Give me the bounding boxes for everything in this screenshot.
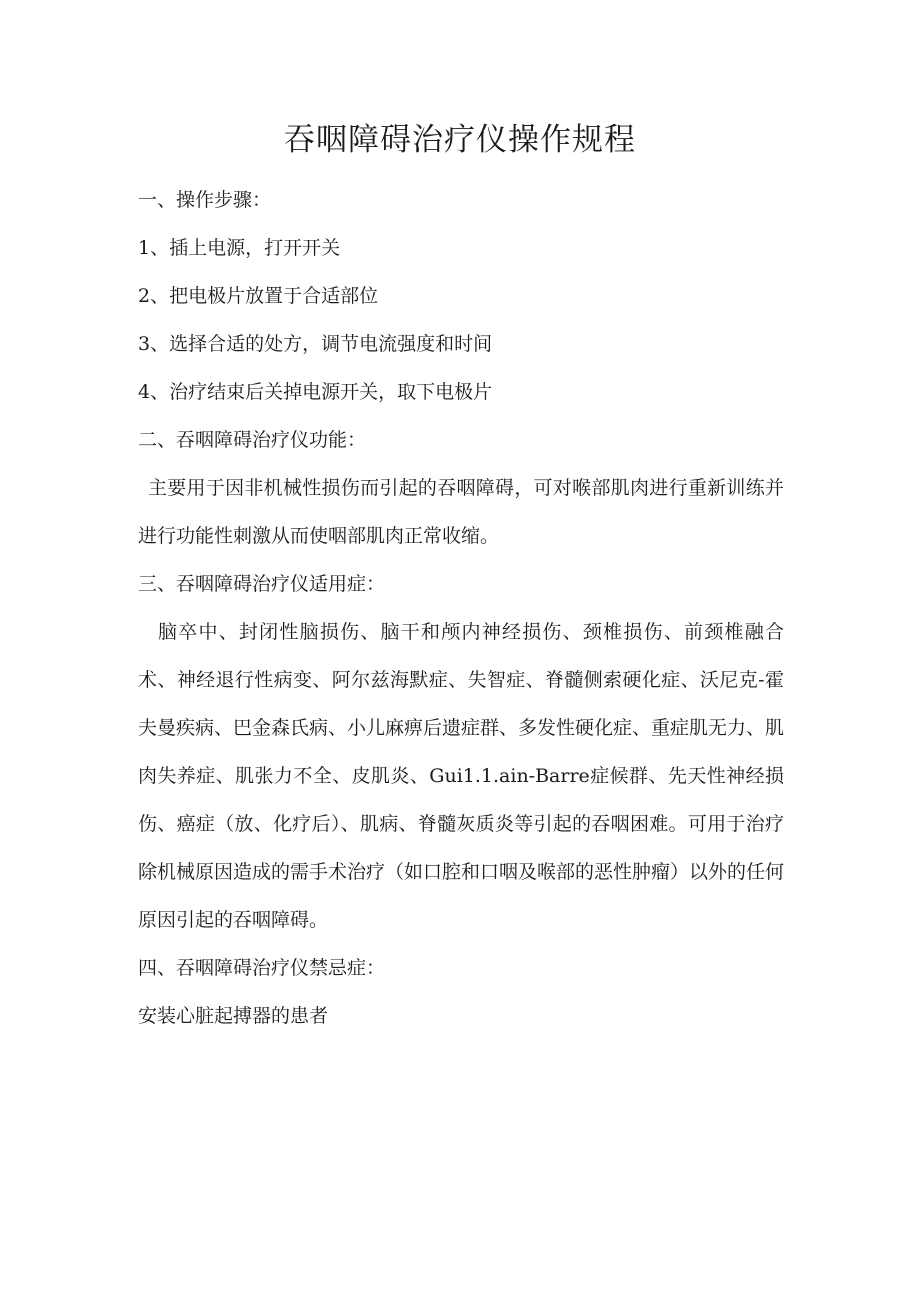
step-item: 4、治疗结束后关掉电源开关，取下电极片 [138, 381, 493, 403]
section-heading-steps: 一、操作步骤： [138, 189, 272, 211]
step-item: 1、插上电源，打开开关 [138, 237, 341, 259]
section-heading-indications: 三、吞咽障碍治疗仪适用症： [138, 573, 386, 595]
function-paragraph: 主要用于因非机械性损伤而引起的吞咽障碍，可对喉部肌肉进行重新训练并进行功能性刺激从而使咽部肌肉正常收缩。 [138, 477, 784, 547]
step-item: 3、选择合适的处方，调节电流强度和时间 [138, 333, 493, 355]
document-body [138, 176, 784, 1040]
contraindications-text: 安装心脏起搏器的患者 [138, 1005, 329, 1027]
indications-paragraph: 脑卒中、封闭性脑损伤、脑干和颅内神经损伤、颈椎损伤、前颈椎融合术、神经退行性病变、阿尔兹海默症、失智症、脊髓侧索硬化症、沃尼克-霍夫曼疾病、巴金森氏病、小儿麻痹后遗症群、多发性硬化症、重症肌无力、肌肉失养症、肌张力不全、皮肌炎、Gui1.1.ain-Barre症候群、先天性神经损伤、癌症（放、化疗后）、肌病、脊髓灰质炎等引起的吞咽困难。可用于治疗除机械原因造成的需手术治疗（如口腔和口咽及喉部的恶性肿瘤）以外的任何原因引起的吞咽障碍。 [138, 621, 785, 931]
step-item: 2、把电极片放置于合适部位 [138, 285, 379, 307]
section-heading-function: 二、吞咽障碍治疗仪功能： [138, 429, 367, 451]
section-heading-contraindications: 四、吞咽障碍治疗仪禁忌症： [138, 957, 386, 979]
document-title: 吞咽障碍治疗仪操作规程 [284, 122, 636, 158]
